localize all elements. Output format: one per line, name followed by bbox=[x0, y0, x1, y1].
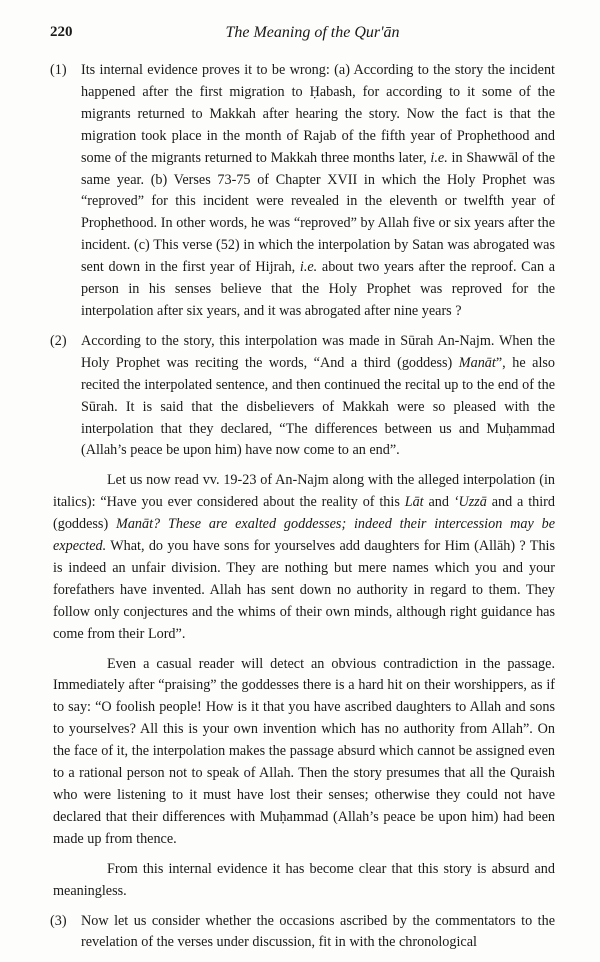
page-number: 220 bbox=[50, 24, 73, 40]
point-text: Its internal evidence proves it to be wrong: (a) According to the story the incident happened after the first migration to Ḥabash, for according to it some of the migrants returned to Makkah after hearing the story. Now the fact is that the migration took place in the month of Rajab of the fifth year of Prophethood and some of the migrants returned to Makkah three months later, i.e. in Shawwāl of the same year. (b) Verses 73-75 of Chapter XVII in which the Holy Prophet was “reproved” for this incident were revealed in the eleventh or twelfth year of Prophethood. In other words, he was “reproved” by Allah five or six years after the incident. (c) This verse (52) in which the interpolation by Satan was abrogated was sent down in the first year of Hijrah, i.e. about two years after the reproof. Can a person in his senses believe that the Holy Prophet was reproved for the interpolation after six years, and it was abrogated after nine years ? bbox=[81, 62, 555, 319]
paragraph-conclusion: From this internal evidence it has become clear that this story is absurd and meaningless. bbox=[53, 860, 555, 899]
numbered-point-3 bbox=[50, 911, 555, 955]
point-text: Now let us consider whether the occasions ascribed by the commentators to the revelation of the verses under discussion, fit in with the chronological bbox=[81, 912, 555, 951]
point-number: (1) bbox=[50, 62, 67, 78]
numbered-point-2 bbox=[50, 331, 555, 462]
running-title: The Meaning of the Qur'ān bbox=[225, 24, 400, 41]
page-body bbox=[50, 60, 555, 962]
point-number: (2) bbox=[50, 332, 67, 349]
paragraph-contradiction: Even a casual reader will detect an obvious contradiction in the passage. Immediately after “praising” the goddesses there is a hard hit on their worshippers, as if to say: “O foolish people! How is it that you have ascribed daughters to Allah and sons to yourselves? All this is your own invention which has no authority from Allah”. On the face of it, the interpolation makes the passage absurd which cannot be assigned even to a rational person not to speak of Allah. Then the story presumes that all the Quraish who were listening to it must have lost their senses; otherwise they could not have declared that their differences with Muḥammad (Allah’s peace be upon him) had been made up from thence. bbox=[53, 655, 555, 847]
page-header bbox=[50, 24, 555, 48]
numbered-point-1 bbox=[50, 60, 555, 323]
point-text: According to the story, this interpolation was made in Sūrah An-Najm. When the Holy Prophet was reciting the words, “And a third (goddess) Manāt”, he also recited the interpolated sentence, and then continued the recital up to the end of the Sūrah. It is said that the disbelievers of Makkah were so pleased with the interpolation that they declared, “The differences between us and Muḥammad (Allah’s peace be upon him) have now come to an end”. bbox=[81, 332, 556, 459]
point-number: (3) bbox=[50, 912, 67, 929]
paragraph-quotation: Let us now read vv. 19-23 of An-Najm along with the alleged interpolation (in italics): “Have you ever considered about the reality of this Lāt and ‘Uzzā and a third (goddess) Manāt? These are exalted goddesses; indeed their intercession may be expected. What, do you have sons for yourselves add daughters for Him (Allāh) ? This is indeed an unfair division. They are nothing but mere names which you and your forefathers have invented. Allah has sent down no authority in regard to them. They follow only conjectures and the whims of their own minds, although right guidance has come from their Lord”. bbox=[53, 472, 555, 642]
